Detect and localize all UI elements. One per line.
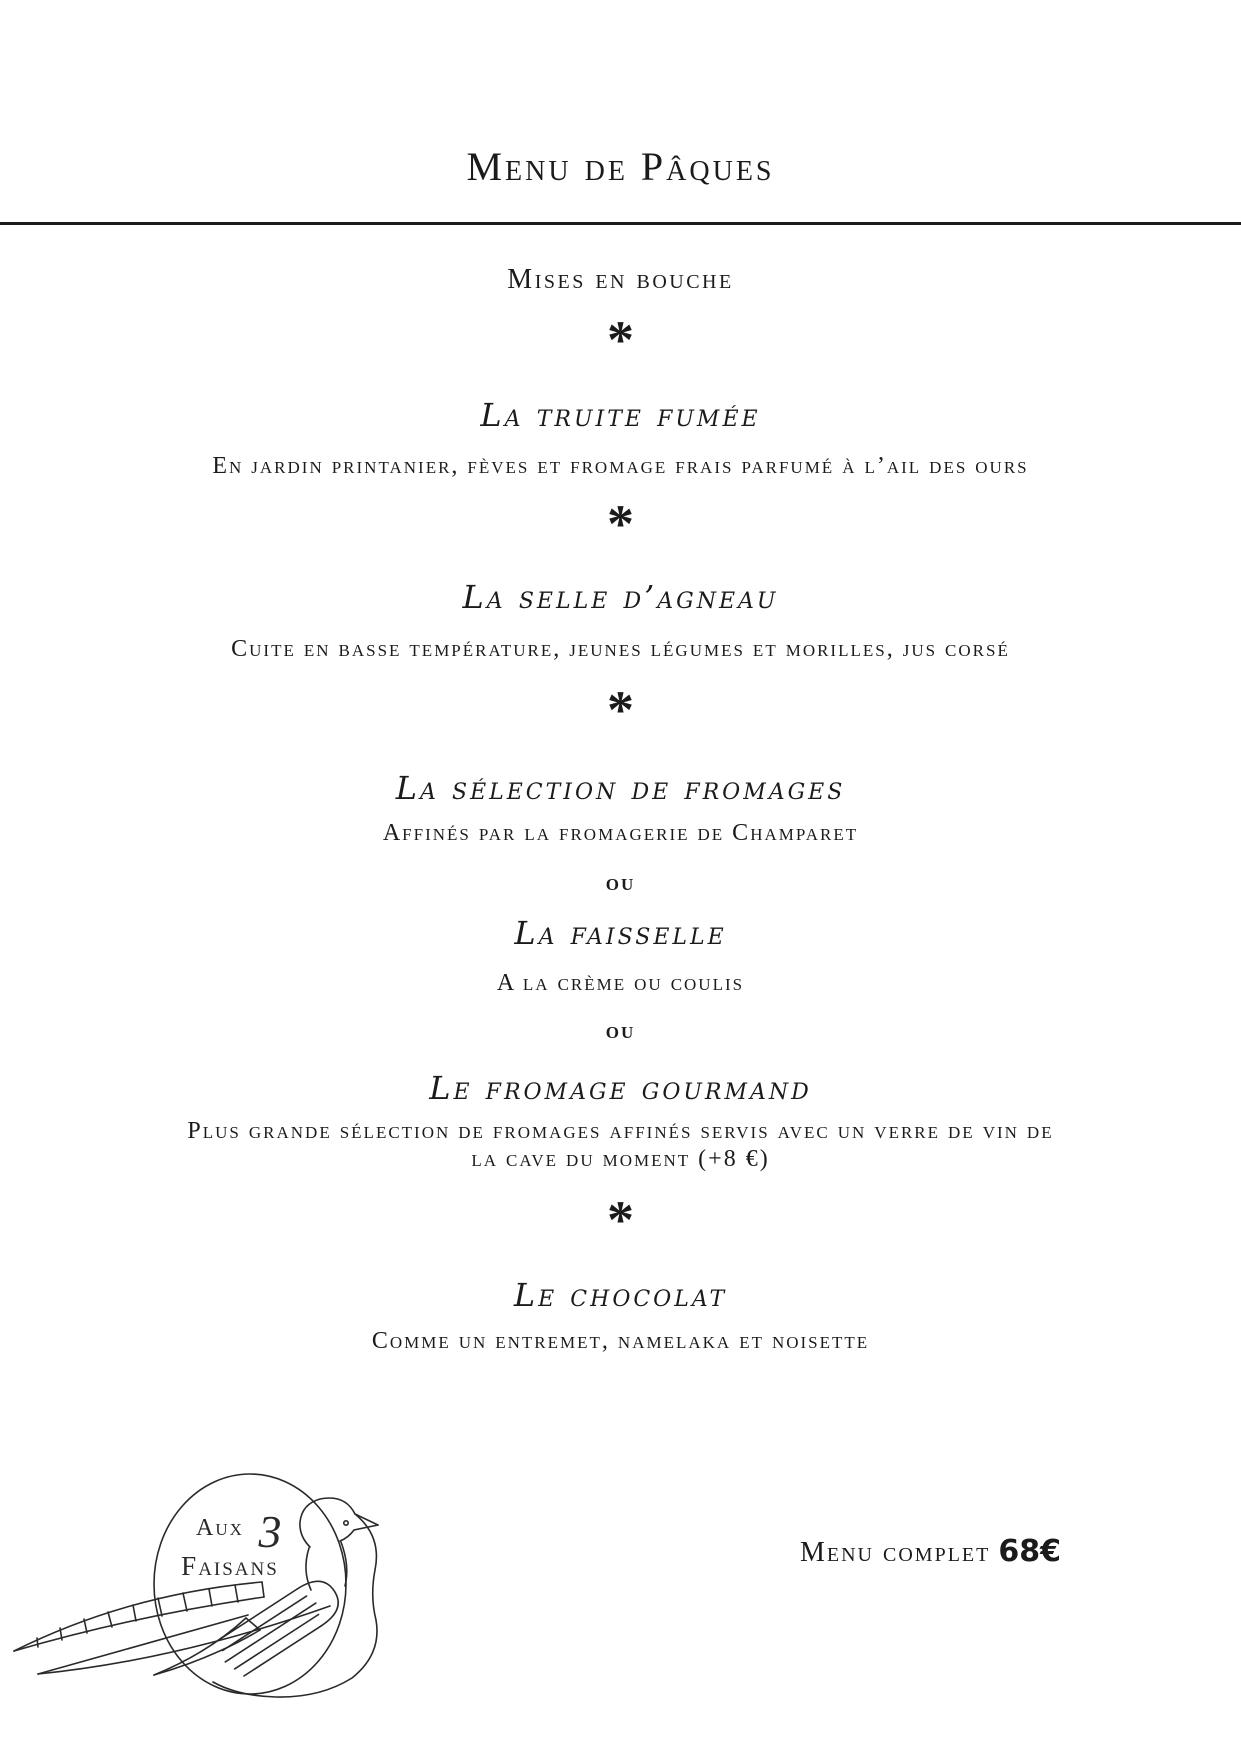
dish-name-faisselle: La faisselle [514, 914, 727, 952]
dish-description-truite: En jardin printanier, fèves et fromage frais parfumé à l’ail des ours [212, 453, 1029, 479]
course-separator: * [607, 494, 634, 554]
or-label: ou [605, 870, 636, 896]
amuse-bouche-label: Mises en bouche [507, 264, 734, 295]
logo-text-aux: Aux [196, 1515, 244, 1541]
dish-name-truite: La truite fumée [480, 396, 761, 434]
page-title: Menu de Pâques [466, 144, 775, 189]
pheasant-body-icon [213, 1514, 377, 1697]
restaurant-logo [8, 1468, 384, 1700]
tail-plume-icon [38, 1606, 330, 1675]
dish-name-selection-fromages: La sélection de fromages [395, 769, 846, 807]
title-divider [0, 222, 1241, 225]
course-separator: * [607, 1190, 634, 1250]
menu-price-label: Menu complet [800, 1537, 991, 1568]
fork-icon [213, 1573, 346, 1681]
logo-text-three: 3 [258, 1506, 282, 1557]
or-label: ou [605, 1018, 636, 1044]
menu-price-amount: 68€ [998, 1534, 1061, 1569]
course-separator: * [607, 680, 634, 740]
dish-name-fromage-gourmand: Le fromage gourmand [429, 1069, 812, 1107]
dish-name-chocolat: Le chocolat [513, 1276, 728, 1314]
logo-text-faisans: Faisans [181, 1551, 279, 1581]
dish-description-fromage-gourmand: Plus grande sélection de fromages affinés servis avec un verre de vin de la cave du moment (+8 €) [187, 1118, 1054, 1172]
dish-description-faisselle: A la crème ou coulis [496, 970, 745, 996]
tail-feather-icon [14, 1582, 264, 1651]
dish-description-selection-fromages: Affinés par la fromagerie de Champaret [382, 820, 859, 846]
dish-description-chocolat: Comme un entremet, namelaka et noisette [371, 1328, 870, 1354]
dish-name-agneau: La selle d’agneau [462, 578, 779, 616]
course-separator: * [607, 310, 634, 370]
dish-description-agneau: Cuite en basse température, jeunes légumes et morilles, jus corsé [231, 636, 1010, 662]
menu-price [800, 1535, 1061, 1570]
